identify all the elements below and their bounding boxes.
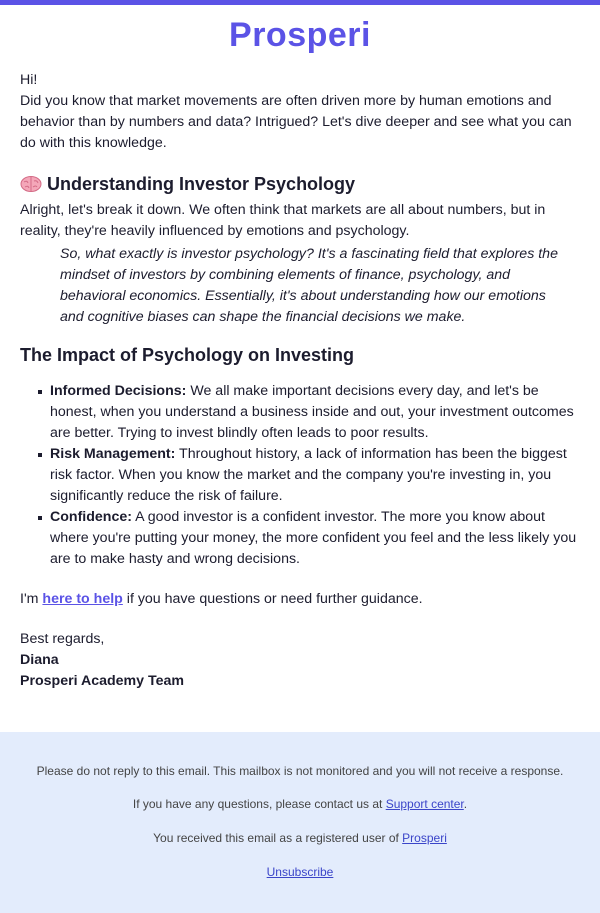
prosperi-link[interactable]: Prosperi [402,831,447,845]
top-accent-bar [0,0,600,5]
noreply-notice: Please do not reply to this email. This mailbox is not monitored and you will not receive a response. [36,764,564,778]
unsubscribe-link[interactable]: Unsubscribe [266,865,334,879]
list-item-text: We all make important decisions every day, and let's be honest, when you understand a business inside and out, your investment outcomes are better. Trying to invest blindly often leads to poor results. [50,383,574,441]
registered-prefix: You received this email as a registered user of [153,831,403,845]
contact-suffix: . [463,797,468,811]
section-heading-investor-psychology [20,172,580,196]
contact-prefix: If you have any questions, please contact us at [132,797,386,811]
help-prefix: I'm [20,591,43,607]
list-item-text: A good investor is a confident investor. The more you know about where you're putting your money, the more confident you feel and the less likely you are to make hasty and wrong decisions. [50,509,577,567]
intro-paragraph: Did you know that market movements are often driven more by human emotions and behavior than by numbers and data? Intrigued? Let's dive deeper and see what you can do with this knowledge. [20,93,572,151]
greeting: Hi! [20,72,38,88]
list-item [50,444,580,507]
section1-paragraph: Alright, let's break it down. We often think that markets are all about numbers, but in reality, they're heavily influenced by emotions and psychology. [20,202,546,239]
registered-line [0,831,600,845]
signoff-name: Diana [20,652,59,668]
list-item-text: Throughout history, a lack of information has been the biggest risk factor. When you know the market and the company you're investing in, you significantly reduce the risk of failure. [50,446,567,504]
brain-icon [20,175,42,193]
blockquote: So, what exactly is investor psychology? It's a fascinating field that explores the mindset of investors by combining elements of finance, psychology, and behavioral economics. Essentially, it's about understanding how our emotions and cognitive biases can shape the financial decisions we make. [60,246,558,325]
brand-logo: Prosperi [229,16,371,54]
list-item-term: Risk Management: [50,446,176,462]
email-footer [0,732,600,913]
list-item [50,381,580,444]
contact-line [0,797,600,811]
support-center-link[interactable]: Support center [385,797,464,811]
list-item-term: Informed Decisions: [50,383,187,399]
help-line [20,589,580,610]
signoff-regards: Best regards, [20,631,105,647]
signoff-team: Prosperi Academy Team [20,673,185,689]
impact-list [20,381,580,570]
signoff [20,629,580,692]
list-item-term: Confidence: [50,509,132,525]
help-link[interactable]: here to help [42,591,123,607]
section-heading-impact: The Impact of Psychology on Investing [20,345,355,365]
section-title: Understanding Investor Psychology [47,174,356,194]
unsubscribe-line [0,865,600,879]
help-suffix: if you have questions or need further guidance. [122,591,423,607]
list-item [50,507,580,570]
email-body [0,70,600,692]
